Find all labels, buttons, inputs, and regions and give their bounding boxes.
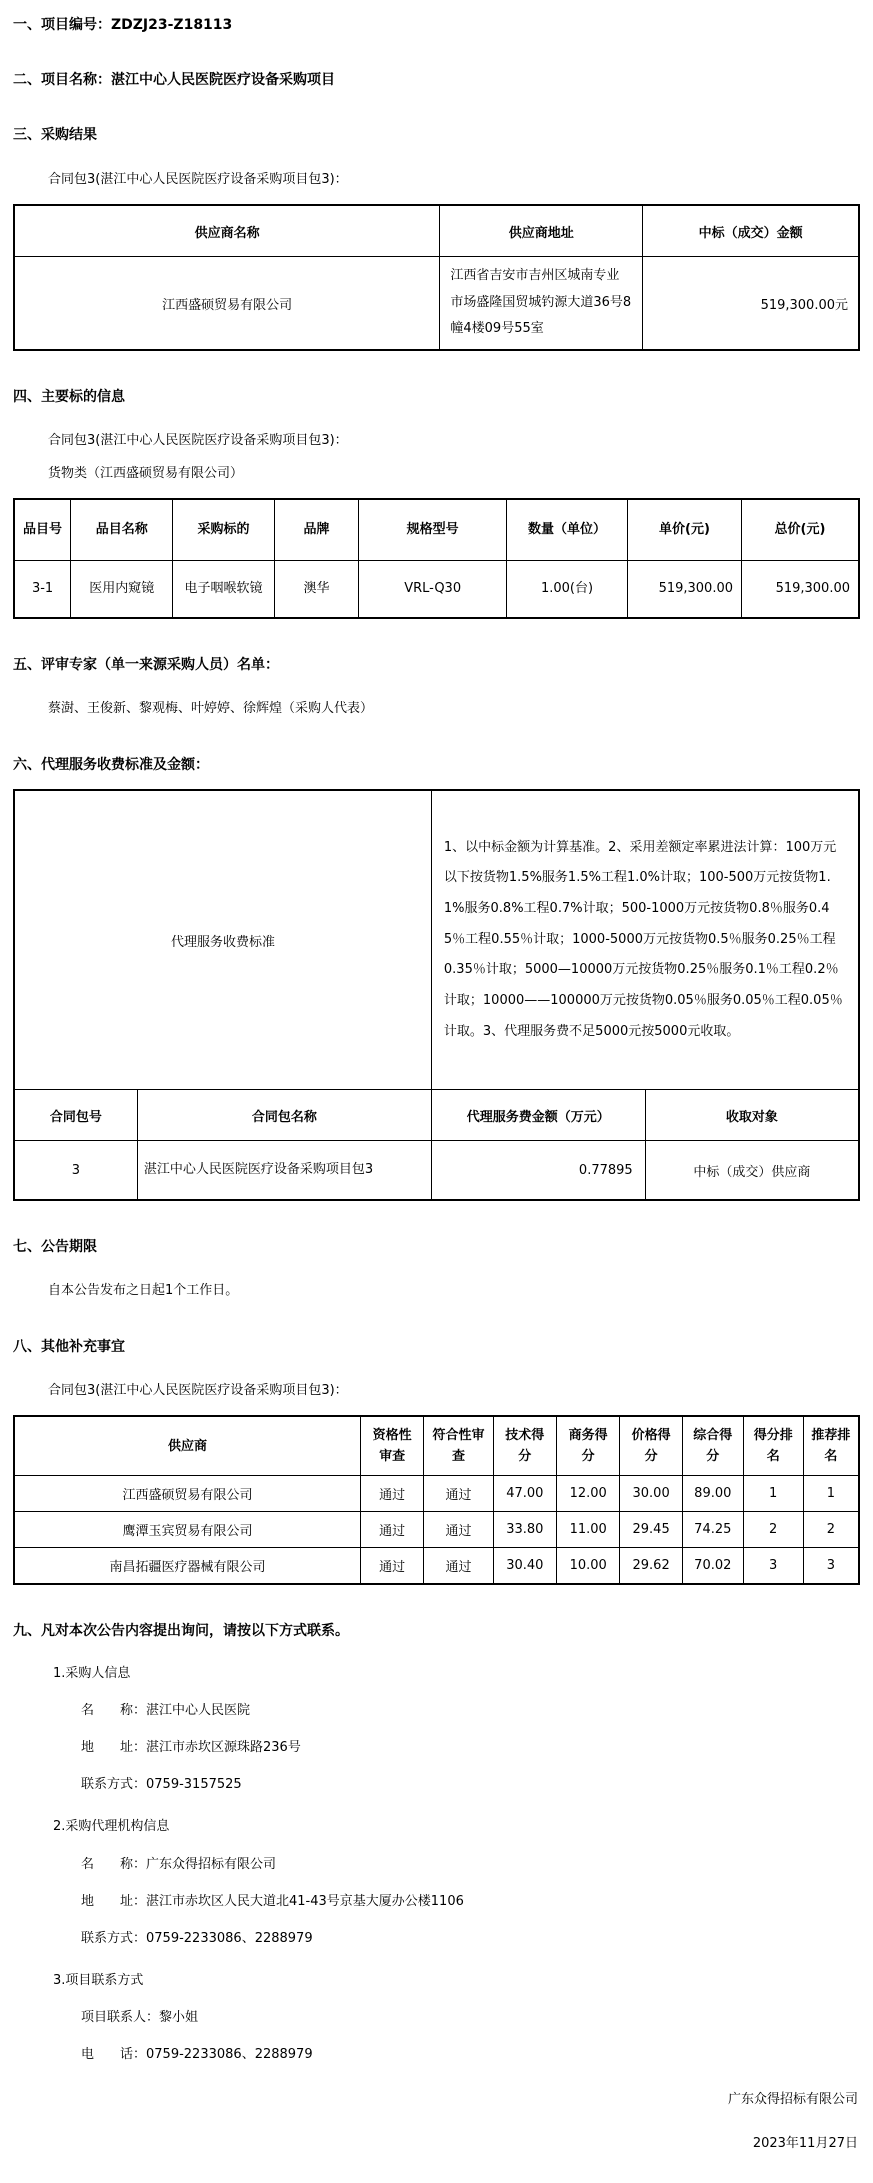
col-price-score: 价格得分 <box>620 1416 683 1476</box>
section-6-heading: 六、代理服务收费标准及金额： <box>13 756 209 773</box>
section-5-heading: 五、评审专家（单一来源采购人员）名单： <box>13 657 279 674</box>
section-8-package-intro: 合同包3(湛江中心人民医院医疗设备采购项目包3)： <box>48 1382 348 1398</box>
col-brand: 品牌 <box>274 499 359 561</box>
section-4-goods-intro: 货物类（江西盛硕贸易有限公司） <box>48 465 244 481</box>
fee-standard-row <box>14 790 859 1090</box>
award-amount-cell: 519,300.00元 <box>643 257 859 350</box>
project-person-value: 黎小姐 <box>159 2010 199 2026</box>
purchaser-name-line <box>81 1702 860 1720</box>
table-header-row <box>14 205 859 257</box>
supplier-cell: 江西盛硕贸易有限公司 <box>14 1476 360 1512</box>
total-price-cell: 519,300.00 <box>742 561 860 619</box>
section-7-heading: 七、公告期限 <box>13 1239 97 1256</box>
goods-detail-table <box>13 498 860 619</box>
agency-contact-value: 0759-2233086、2288979 <box>146 1930 313 1946</box>
project-person-line <box>81 2009 860 2027</box>
score-rank-cell: 3 <box>743 1548 803 1585</box>
table-header-row <box>14 1090 859 1141</box>
col-unit-price: 单价(元) <box>627 499 741 561</box>
fee-standard-text-cell: 1、以中标金额为计算基准。2、采用差额定率累进法计算：100万元以下按货物1.5%服务1.5%工程1.0%计取；100-500万元按货物1.1%服务0.8%工程0.7%计取；500-1000万元按货物0.8％服务0.45％工程0.55％计取；1000-5000万元按货物0.5％服务0.25％工程0.35％计取；5000—10000万元按货物0.25％服务0.1％工程0.2％计取；10000——100000万元按货物0.05％服务0.05％工程0.05％计取。3、代理服务费不足5000元按5000元收取。 <box>431 790 859 1090</box>
section-1-heading: 一、项目编号：ZDZJ23-Z18113 <box>13 17 233 33</box>
col-package-no: 合同包号 <box>14 1090 137 1141</box>
procurement-result-table <box>13 204 860 351</box>
col-package-name: 合同包名称 <box>137 1090 431 1141</box>
unit-price-cell: 519,300.00 <box>627 561 741 619</box>
purchaser-contact-line <box>81 1776 860 1794</box>
table-row <box>14 1141 859 1201</box>
business-score-cell: 12.00 <box>556 1476 619 1512</box>
section-4-heading: 四、主要标的信息 <box>13 388 125 405</box>
table-row <box>14 561 859 619</box>
qualification-cell: 通过 <box>360 1476 423 1512</box>
technical-score-cell: 30.40 <box>493 1548 556 1585</box>
col-overall-score: 综合得分 <box>682 1416 743 1476</box>
col-model: 规格型号 <box>359 499 507 561</box>
col-qualification-review: 资格性审查 <box>360 1416 423 1476</box>
fee-amount-cell: 0.77895 <box>431 1141 645 1201</box>
table-row <box>14 1476 859 1512</box>
table-row <box>14 257 859 350</box>
price-score-cell: 30.00 <box>620 1476 683 1512</box>
footer-date: 2023年11月27日 <box>752 2135 858 2151</box>
score-rank-cell: 2 <box>743 1512 803 1548</box>
col-quantity: 数量（单位） <box>507 499 628 561</box>
col-fee-amount: 代理服务费金额（万元） <box>431 1090 645 1141</box>
section-8-heading: 八、其他补充事宜 <box>13 1338 125 1355</box>
recommend-rank-cell: 1 <box>803 1476 859 1512</box>
footer-company: 广东众得招标有限公司 <box>727 2091 858 2107</box>
agency-name-value: 广东众得招标有限公司 <box>146 1856 277 1872</box>
purchaser-name-value: 湛江中心人民医院 <box>146 1702 251 1718</box>
project-phone-label: 电 话： <box>81 2047 147 2063</box>
purchaser-address-value: 湛江市赤坎区源珠路236号 <box>146 1739 301 1755</box>
announcement-period-text: 自本公告发布之日起1个工作日。 <box>48 1283 239 1299</box>
supplier-cell: 鹰潭玉宾贸易有限公司 <box>14 1512 360 1548</box>
business-score-cell: 11.00 <box>556 1512 619 1548</box>
agency-name-line <box>81 1856 860 1874</box>
purchaser-contact-label: 联系方式： <box>81 1777 147 1793</box>
project-contact-title: 3.项目联系方式 <box>53 1973 144 1989</box>
col-procurement-object: 采购标的 <box>173 499 274 561</box>
item-no-cell: 3-1 <box>14 561 71 619</box>
payer-cell: 中标（成交）供应商 <box>645 1141 859 1201</box>
section-3-package-intro: 合同包3(湛江中心人民医院医疗设备采购项目包3)： <box>48 171 348 187</box>
col-business-score: 商务得分 <box>556 1416 619 1476</box>
purchaser-address-line <box>81 1739 860 1757</box>
expert-names: 蔡澍、王俊新、黎观梅、叶婷婷、徐辉煌（采购人代表） <box>48 701 374 717</box>
agency-contact-label: 联系方式： <box>81 1930 147 1946</box>
qualification-cell: 通过 <box>360 1548 423 1585</box>
table-row <box>14 1548 859 1585</box>
evaluation-score-table <box>13 1415 860 1585</box>
section-4-package-intro: 合同包3(湛江中心人民医院医疗设备采购项目包3)： <box>48 433 348 449</box>
recommend-rank-cell: 3 <box>803 1548 859 1585</box>
col-award-amount: 中标（成交）金额 <box>643 205 859 257</box>
purchaser-contact-value: 0759-3157525 <box>146 1777 242 1793</box>
conformity-cell: 通过 <box>424 1476 493 1512</box>
table-row <box>14 1512 859 1548</box>
section-2-heading: 二、项目名称：湛江中心人民医院医疗设备采购项目 <box>13 72 335 89</box>
col-supplier-name: 供应商名称 <box>14 205 440 257</box>
business-score-cell: 10.00 <box>556 1548 619 1585</box>
overall-score-cell: 70.02 <box>682 1548 743 1585</box>
agency-info-title: 2.采购代理机构信息 <box>53 1819 170 1835</box>
agency-name-label: 名 称： <box>81 1856 147 1872</box>
section-9-heading: 九、凡对本次公告内容提出询问，请按以下方式联系。 <box>13 1623 349 1640</box>
table-header-row <box>14 499 859 561</box>
model-cell: VRL-Q30 <box>359 561 507 619</box>
section-3-heading: 三、采购结果 <box>13 127 97 144</box>
conformity-cell: 通过 <box>424 1512 493 1548</box>
package-no-cell: 3 <box>14 1141 137 1201</box>
project-phone-line <box>81 2046 860 2064</box>
score-rank-cell: 1 <box>743 1476 803 1512</box>
col-total-price: 总价(元) <box>742 499 860 561</box>
conformity-cell: 通过 <box>424 1548 493 1585</box>
agency-contact-line <box>81 1930 860 1948</box>
procurement-object-cell: 电子咽喉软镜 <box>173 561 274 619</box>
col-recommend-rank: 推荐排名 <box>803 1416 859 1476</box>
supplier-address-cell: 江西省吉安市吉州区城南专业市场盛隆国贸城钓源大道36号8幢4楼09号55室 <box>440 257 643 350</box>
supplier-cell: 南昌拓疆医疗器械有限公司 <box>14 1548 360 1585</box>
project-phone-value: 0759-2233086、2288979 <box>146 2047 313 2063</box>
item-name-cell: 医用内窥镜 <box>71 561 173 619</box>
overall-score-cell: 74.25 <box>682 1512 743 1548</box>
purchaser-address-label: 地 址： <box>81 1739 147 1755</box>
col-score-rank: 得分排名 <box>743 1416 803 1476</box>
overall-score-cell: 89.00 <box>682 1476 743 1512</box>
col-supplier: 供应商 <box>14 1416 360 1476</box>
table-header-row <box>14 1416 859 1476</box>
agency-address-value: 湛江市赤坎区人民大道北41-43号京基大厦办公楼1106 <box>146 1893 464 1909</box>
price-score-cell: 29.45 <box>620 1512 683 1548</box>
agency-address-label: 地 址： <box>81 1893 147 1909</box>
project-person-label: 项目联系人： <box>81 2010 160 2026</box>
quantity-cell: 1.00(台) <box>507 561 628 619</box>
qualification-cell: 通过 <box>360 1512 423 1548</box>
col-technical-score: 技术得分 <box>493 1416 556 1476</box>
purchaser-info-title: 1.采购人信息 <box>53 1665 131 1681</box>
supplier-name-cell: 江西盛硕贸易有限公司 <box>14 257 440 350</box>
purchaser-name-label: 名 称： <box>81 1702 147 1718</box>
col-item-name: 品目名称 <box>71 499 173 561</box>
price-score-cell: 29.62 <box>620 1548 683 1585</box>
technical-score-cell: 47.00 <box>493 1476 556 1512</box>
col-payer: 收取对象 <box>645 1090 859 1141</box>
col-supplier-address: 供应商地址 <box>440 205 643 257</box>
technical-score-cell: 33.80 <box>493 1512 556 1548</box>
brand-cell: 澳华 <box>274 561 359 619</box>
agency-address-line <box>81 1893 860 1911</box>
agency-fee-table <box>13 789 860 1201</box>
fee-standard-label-cell: 代理服务收费标准 <box>14 790 431 1090</box>
col-conformity-review: 符合性审查 <box>424 1416 493 1476</box>
package-name-cell: 湛江中心人民医院医疗设备采购项目包3 <box>137 1141 431 1201</box>
recommend-rank-cell: 2 <box>803 1512 859 1548</box>
col-item-no: 品目号 <box>14 499 71 561</box>
